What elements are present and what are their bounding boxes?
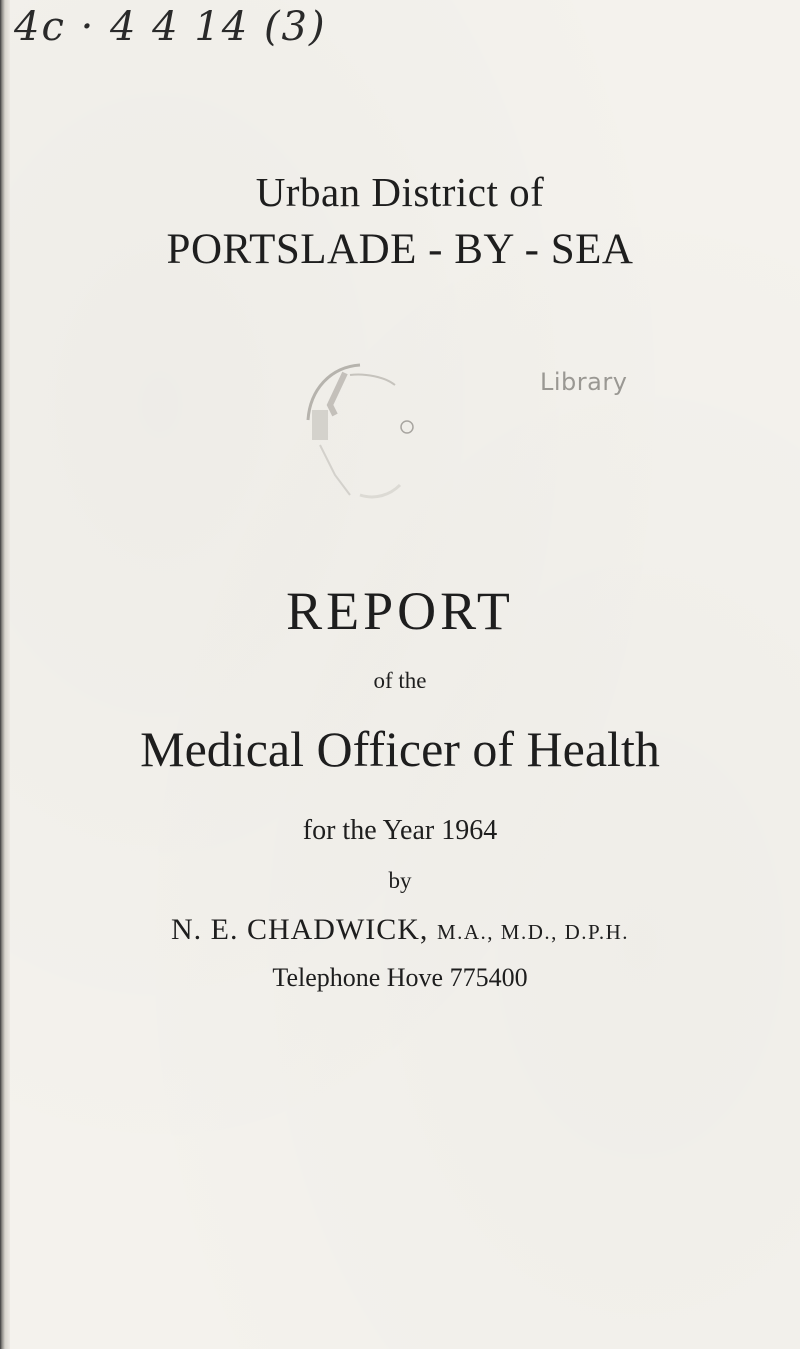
officer-title: Medical Officer of Health: [140, 721, 660, 777]
report-year-line: for the Year 1964: [302, 815, 498, 846]
author-line: [0, 913, 800, 947]
district-title: Urban District of: [255, 169, 545, 215]
town-name: PORTSLADE - BY - SEA: [166, 226, 634, 273]
library-stamp-text: Library: [540, 368, 628, 396]
handwritten-annotation: 4c · 4 4 14 (3): [14, 4, 327, 50]
author-qualifications: M.A., M.D., D.P.H.: [436, 920, 630, 944]
by-text: by: [388, 868, 412, 893]
library-stamp-mark: [290, 345, 430, 505]
telephone-line: Telephone Hove 775400: [272, 963, 528, 992]
of-the-text: of the: [373, 668, 427, 693]
author-name: N. E. CHADWICK,: [170, 913, 429, 946]
report-heading: REPORT: [286, 581, 514, 641]
